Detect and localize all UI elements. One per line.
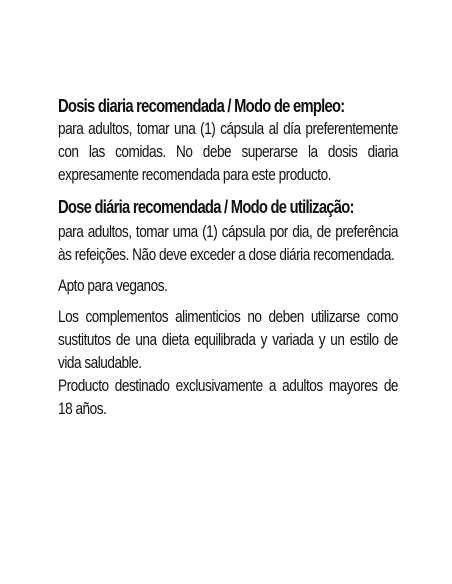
- spacer: [58, 266, 398, 274]
- portuguese-dosage-text: para adultos, tomar uma (1) cápsula por dia, de preferência às refeições. Não deve exceder a dose diária recomendada.: [58, 222, 398, 264]
- adults-only-warning: Producto destinado exclusivamente a adultos mayores de 18 años.: [58, 376, 398, 418]
- spanish-dosage-section: [58, 95, 398, 186]
- spacer: [58, 297, 398, 305]
- label-text-block: [58, 95, 398, 420]
- spanish-dosage-text: para adultos, tomar una (1) cápsula al día preferentemente con las comidas. No debe superarse la dosis diaria expresamente recomendada para este producto.: [58, 119, 398, 184]
- portuguese-dosage-section: [58, 196, 398, 266]
- vegan-note: Apto para veganos.: [58, 276, 168, 295]
- spacer: [58, 186, 398, 196]
- portuguese-dosage-heading: Dose diária recomendada / Modo de utilização:: [58, 197, 354, 217]
- supplements-warning: Los complementos alimenticios no deben utilizarse como sustitutos de una dieta equilibrada y variada y un estilo de vida saludable.: [58, 307, 398, 372]
- spanish-dosage-heading: Dosis diaria recomendada / Modo de empleo:: [58, 96, 345, 116]
